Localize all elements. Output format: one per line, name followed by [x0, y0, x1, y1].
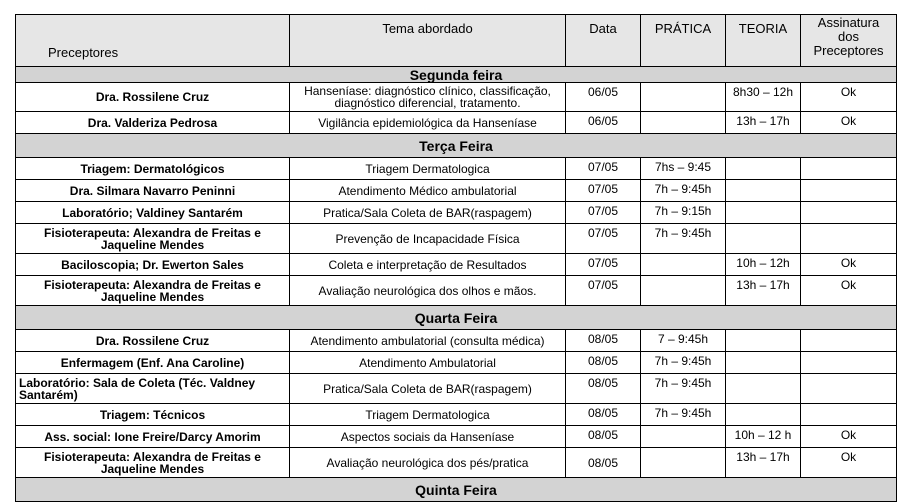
pratica-cell: 7h – 9:45h	[641, 374, 726, 404]
table-row	[16, 83, 897, 112]
signature-cell	[801, 374, 897, 404]
pratica-cell: 7h – 9:15h	[641, 202, 726, 224]
pratica-cell: 7hs – 9:45	[641, 158, 726, 180]
preceptor-cell: Fisioterapeuta: Alexandra de Freitas e Jaqueline Mendes	[16, 448, 290, 478]
topic-cell: Pratica/Sala Coleta de BAR(raspagem)	[290, 202, 566, 224]
signature-cell	[801, 330, 897, 352]
topic-cell: Hanseníase: diagnóstico clínico, classificação, diagnóstico diferencial, tratamento.	[290, 83, 566, 112]
teoria-cell	[726, 180, 801, 202]
table-row	[16, 330, 897, 352]
day-header-quarta	[16, 306, 897, 330]
header-preceptores: Preceptores	[16, 15, 290, 67]
date-cell: 08/05	[566, 352, 641, 374]
date-cell: 07/05	[566, 254, 641, 276]
date-cell: 07/05	[566, 158, 641, 180]
schedule-table	[15, 14, 897, 502]
teoria-cell: 13h – 17h	[726, 276, 801, 306]
teoria-cell: 10h – 12h	[726, 254, 801, 276]
header-data: Data	[566, 15, 641, 67]
teoria-cell	[726, 224, 801, 254]
date-cell: 07/05	[566, 202, 641, 224]
topic-cell: Aspectos sociais da Hanseníase	[290, 426, 566, 448]
topic-cell: Coleta e interpretação de Resultados	[290, 254, 566, 276]
header-assinatura: Assinatura dos Preceptores	[801, 15, 897, 67]
pratica-cell	[641, 276, 726, 306]
date-cell: 07/05	[566, 224, 641, 254]
teoria-cell	[726, 404, 801, 426]
date-cell: 08/05	[566, 330, 641, 352]
topic-cell: Prevenção de Incapacidade Física	[290, 224, 566, 254]
pratica-cell	[641, 448, 726, 478]
topic-cell: Avaliação neurológica dos olhos e mãos.	[290, 276, 566, 306]
date-cell: 07/05	[566, 180, 641, 202]
topic-cell: Avaliação neurológica dos pés/pratica	[290, 448, 566, 478]
preceptor-cell: Laboratório: Sala de Coleta (Téc. Valdney Santarém)	[16, 374, 290, 404]
preceptor-cell: Dra. Rossilene Cruz	[16, 83, 290, 112]
day-label: Quarta Feira	[16, 306, 897, 330]
table-row	[16, 448, 897, 478]
preceptor-cell: Baciloscopia; Dr. Ewerton Sales	[16, 254, 290, 276]
teoria-cell	[726, 202, 801, 224]
table-row	[16, 112, 897, 134]
preceptor-cell: Dra. Rossilene Cruz	[16, 330, 290, 352]
pratica-cell	[641, 254, 726, 276]
table-row	[16, 202, 897, 224]
date-cell: 06/05	[566, 83, 641, 112]
signature-cell: Ok	[801, 448, 897, 478]
table-row	[16, 276, 897, 306]
preceptor-cell: Laboratório; Valdiney Santarém	[16, 202, 290, 224]
teoria-cell	[726, 374, 801, 404]
preceptor-cell: Triagem: Dermatológicos	[16, 158, 290, 180]
preceptor-cell: Ass. social: Ione Freire/Darcy Amorim	[16, 426, 290, 448]
table-row	[16, 180, 897, 202]
day-label: Terça Feira	[16, 134, 897, 158]
day-header-segunda	[16, 67, 897, 83]
teoria-cell	[726, 158, 801, 180]
teoria-cell: 13h – 17h	[726, 448, 801, 478]
signature-cell: Ok	[801, 112, 897, 134]
preceptor-cell: Fisioterapeuta: Alexandra de Freitas e Jaqueline Mendes	[16, 224, 290, 254]
signature-cell: Ok	[801, 254, 897, 276]
teoria-cell: 13h – 17h	[726, 112, 801, 134]
signature-cell	[801, 404, 897, 426]
date-cell: 06/05	[566, 112, 641, 134]
pratica-cell: 7h – 9:45h	[641, 224, 726, 254]
preceptor-cell: Fisioterapeuta: Alexandra de Freitas e Jaqueline Mendes	[16, 276, 290, 306]
topic-cell: Atendimento Ambulatorial	[290, 352, 566, 374]
teoria-cell: 10h – 12 h	[726, 426, 801, 448]
pratica-cell: 7h – 9:45h	[641, 352, 726, 374]
topic-cell: Triagem Dermatologica	[290, 158, 566, 180]
table-row	[16, 158, 897, 180]
pratica-cell	[641, 426, 726, 448]
date-cell: 07/05	[566, 276, 641, 306]
day-label: Segunda feira	[16, 67, 897, 83]
table-row	[16, 426, 897, 448]
teoria-cell	[726, 330, 801, 352]
teoria-cell	[726, 352, 801, 374]
signature-cell: Ok	[801, 426, 897, 448]
pratica-cell: 7h – 9:45h	[641, 404, 726, 426]
table-row	[16, 374, 897, 404]
preceptor-cell: Dra. Valderiza Pedrosa	[16, 112, 290, 134]
teoria-cell: 8h30 – 12h	[726, 83, 801, 112]
day-header-quinta	[16, 478, 897, 502]
date-cell: 08/05	[566, 404, 641, 426]
preceptor-cell: Enfermagem (Enf. Ana Caroline)	[16, 352, 290, 374]
signature-cell	[801, 158, 897, 180]
table-row	[16, 254, 897, 276]
header-teoria: TEORIA	[726, 15, 801, 67]
topic-cell: Atendimento ambulatorial (consulta médica)	[290, 330, 566, 352]
topic-cell: Pratica/Sala Coleta de BAR(raspagem)	[290, 374, 566, 404]
day-header-terca	[16, 134, 897, 158]
topic-cell: Triagem Dermatologica	[290, 404, 566, 426]
signature-cell	[801, 202, 897, 224]
topic-cell: Atendimento Médico ambulatorial	[290, 180, 566, 202]
pratica-cell: 7 – 9:45h	[641, 330, 726, 352]
signature-cell: Ok	[801, 83, 897, 112]
signature-cell	[801, 352, 897, 374]
pratica-cell	[641, 83, 726, 112]
header-tema: Tema abordado	[290, 15, 566, 67]
table-row	[16, 352, 897, 374]
preceptor-cell: Dra. Silmara Navarro Peninni	[16, 180, 290, 202]
pratica-cell: 7h – 9:45h	[641, 180, 726, 202]
date-cell: 08/05	[566, 426, 641, 448]
pratica-cell	[641, 112, 726, 134]
topic-cell: Vigilância epidemiológica da Hanseníase	[290, 112, 566, 134]
date-cell: 08/05	[566, 374, 641, 404]
day-label: Quinta Feira	[16, 478, 897, 502]
date-cell: 08/05	[566, 448, 641, 478]
signature-cell	[801, 224, 897, 254]
signature-cell: Ok	[801, 276, 897, 306]
signature-cell	[801, 180, 897, 202]
table-row	[16, 224, 897, 254]
header-row	[16, 15, 897, 67]
header-pratica: PRÁTICA	[641, 15, 726, 67]
preceptor-cell: Triagem: Técnicos	[16, 404, 290, 426]
table-row	[16, 404, 897, 426]
